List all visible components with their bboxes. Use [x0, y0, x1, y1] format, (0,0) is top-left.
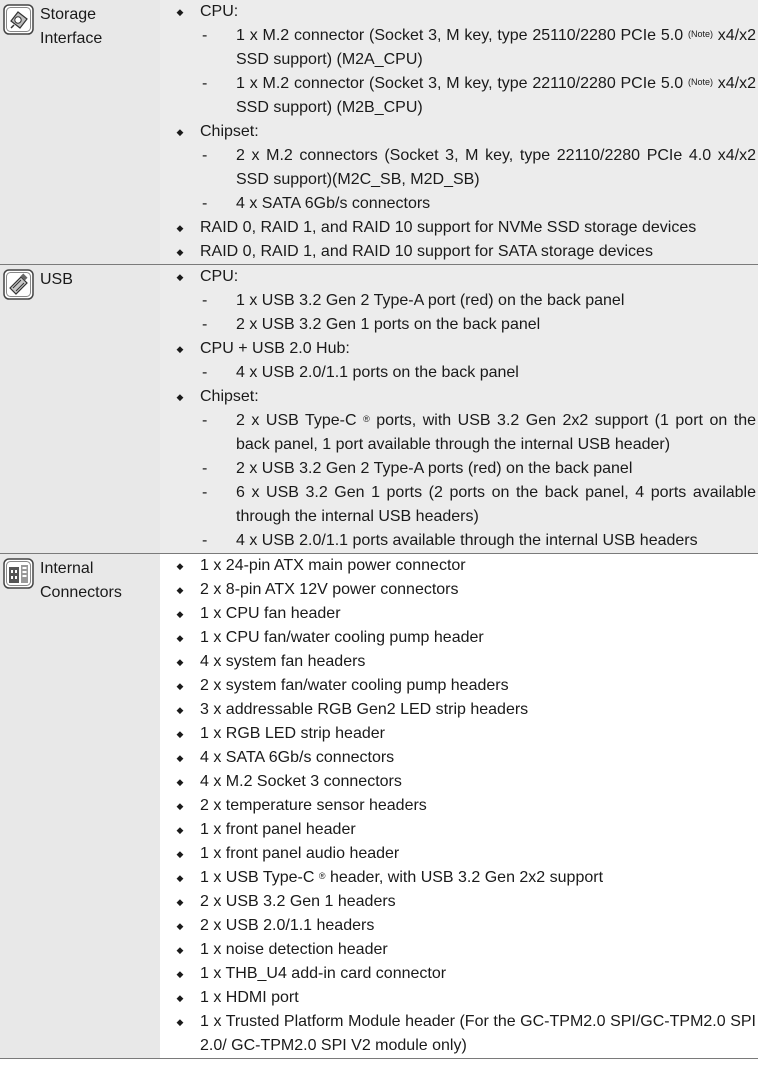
- bullet-item: [160, 914, 758, 938]
- superscript-note: ®: [318, 871, 326, 881]
- bullet-item: [160, 554, 758, 578]
- diamond-bullet-icon: [160, 337, 200, 361]
- item-text: [200, 866, 758, 890]
- section-label-cell: [0, 554, 160, 1059]
- item-text: 1 x CPU fan/water cooling pump header: [200, 629, 484, 646]
- section-label-line: Connectors: [40, 584, 122, 601]
- diamond-bullet-icon: [160, 554, 200, 578]
- diamond-bullet-icon: [160, 722, 200, 746]
- item-text: 4 x M.2 Socket 3 connectors: [200, 773, 402, 790]
- item-text-post: x4/x2 SSD support) (M2B_CPU): [236, 75, 757, 116]
- bullet-item: [160, 240, 758, 264]
- section-content-cell: [160, 0, 758, 265]
- superscript-note: ®: [363, 414, 370, 424]
- sub-item: [160, 24, 758, 72]
- item-text: [236, 72, 758, 120]
- dash-marker: [160, 144, 236, 192]
- item-text: 2 x USB 3.2 Gen 2 Type-A ports (red) on the back panel: [236, 460, 633, 477]
- item-text: 2 x USB 3.2 Gen 1 ports on the back panel: [236, 316, 541, 333]
- dash-marker: [160, 529, 236, 553]
- item-text: 1 x noise detection header: [200, 941, 388, 958]
- diamond-bullet-icon: [160, 240, 200, 264]
- sub-item: [160, 409, 758, 457]
- sub-item: [160, 192, 758, 216]
- diamond-bullet-icon: [160, 120, 200, 144]
- dash-marker: [160, 457, 236, 481]
- section-label: [40, 557, 122, 605]
- diamond-bullet-icon: [160, 216, 200, 240]
- dash-marker: [160, 313, 236, 337]
- section-row: [0, 0, 758, 265]
- sub-item: [160, 457, 758, 481]
- bullet-item: [160, 842, 758, 866]
- item-text: 4 x USB 2.0/1.1 ports available through the internal USB headers: [236, 532, 698, 549]
- bullet-item: [160, 938, 758, 962]
- diamond-bullet-icon: [160, 986, 200, 1010]
- item-text: 6 x USB 3.2 Gen 1 ports (2 ports on the back panel, 4 ports available through the internal USB headers): [236, 484, 756, 525]
- section-content-cell: [160, 554, 758, 1059]
- diamond-bullet-icon: [160, 746, 200, 770]
- item-text: 1 x RGB LED strip header: [200, 725, 385, 742]
- diamond-bullet-icon: [160, 938, 200, 962]
- item-text: CPU + USB 2.0 Hub:: [200, 340, 350, 357]
- sub-item: [160, 529, 758, 553]
- item-text: Chipset:: [200, 388, 259, 405]
- item-text-pre: 2 x USB Type-C: [236, 412, 357, 429]
- section-row: [0, 554, 758, 1059]
- item-text-pre: 1 x USB Type-C: [200, 869, 315, 886]
- bullet-item: [160, 216, 758, 240]
- item-text: 3 x addressable RGB Gen2 LED strip headers: [200, 701, 529, 718]
- diamond-bullet-icon: [160, 265, 200, 289]
- bullet-item: [160, 746, 758, 770]
- bullet-item: [160, 602, 758, 626]
- diamond-bullet-icon: [160, 818, 200, 842]
- dash-marker: [160, 361, 236, 385]
- item-text-post: x4/x2 SSD support) (M2A_CPU): [236, 27, 757, 68]
- bullet-item: [160, 698, 758, 722]
- diamond-bullet-icon: [160, 842, 200, 866]
- item-text: 4 x SATA 6Gb/s connectors: [236, 195, 431, 212]
- storage-icon: [3, 4, 34, 35]
- sub-item: [160, 481, 758, 529]
- bullet-item: [160, 265, 758, 289]
- bullet-item: [160, 337, 758, 361]
- item-text-post: ports, with USB 3.2 Gen 2x2 support (1 port on the back panel, 1 port available through the internal USB header): [236, 412, 756, 453]
- diamond-bullet-icon: [160, 602, 200, 626]
- sub-item: [160, 313, 758, 337]
- dash-marker: [160, 192, 236, 216]
- superscript-note: (Note): [687, 77, 713, 87]
- sub-item: [160, 361, 758, 385]
- diamond-bullet-icon: [160, 770, 200, 794]
- item-text: 2 x 8-pin ATX 12V power connectors: [200, 581, 459, 598]
- section-label-cell: [0, 0, 160, 265]
- bullet-item: [160, 578, 758, 602]
- section-content-cell: [160, 265, 758, 554]
- bullet-item: [160, 1010, 758, 1058]
- bullet-item: [160, 818, 758, 842]
- bullet-item: [160, 794, 758, 818]
- internal-connectors-icon: [3, 558, 34, 589]
- item-text: 1 x CPU fan header: [200, 605, 341, 622]
- item-text: Chipset:: [200, 123, 259, 140]
- item-text: 4 x SATA 6Gb/s connectors: [200, 749, 395, 766]
- diamond-bullet-icon: [160, 698, 200, 722]
- item-text: [236, 409, 758, 457]
- dash-marker: [160, 289, 236, 313]
- item-text: CPU:: [200, 3, 239, 20]
- diamond-bullet-icon: [160, 385, 200, 409]
- bullet-item: [160, 626, 758, 650]
- bullet-item: [160, 986, 758, 1010]
- diamond-bullet-icon: [160, 794, 200, 818]
- item-text: 2 x M.2 connectors (Socket 3, M key, type 22110/2280 PCIe 4.0 x4/x2 SSD support)(M2C_SB, M2D_SB): [236, 147, 756, 188]
- item-text: 1 x THB_U4 add-in card connector: [200, 965, 447, 982]
- dash-marker: [160, 24, 236, 72]
- item-text: 1 x HDMI port: [200, 989, 299, 1006]
- bullet-item: [160, 674, 758, 698]
- item-text: 4 x system fan headers: [200, 653, 366, 670]
- section-row: [0, 265, 758, 554]
- item-text-post: header, with USB 3.2 Gen 2x2 support: [325, 869, 604, 886]
- item-text: RAID 0, RAID 1, and RAID 10 support for NVMe SSD storage devices: [200, 219, 697, 236]
- diamond-bullet-icon: [160, 578, 200, 602]
- item-text: 1 x Trusted Platform Module header (For the GC-TPM2.0 SPI/GC-TPM2.0 SPI 2.0/ GC-TPM2.0 SPI V2 module only): [200, 1013, 756, 1054]
- section-label-cell: [0, 265, 160, 554]
- diamond-bullet-icon: [160, 650, 200, 674]
- diamond-bullet-icon: [160, 962, 200, 986]
- usb-icon: [3, 269, 34, 300]
- bullet-item: [160, 0, 758, 24]
- bullet-item: [160, 650, 758, 674]
- dash-marker: [160, 481, 236, 529]
- bullet-item: [160, 120, 758, 144]
- bullet-item: [160, 770, 758, 794]
- diamond-bullet-icon: [160, 914, 200, 938]
- sub-item: [160, 144, 758, 192]
- bullet-item: [160, 385, 758, 409]
- item-text: 1 x 24-pin ATX main power connector: [200, 557, 466, 574]
- diamond-bullet-icon: [160, 0, 200, 24]
- sub-item: [160, 72, 758, 120]
- item-text-pre: 1 x M.2 connector (Socket 3, M key, type 25110/2280 PCIe 5.0: [236, 27, 684, 44]
- item-text: 1 x USB 3.2 Gen 2 Type-A port (red) on the back panel: [236, 292, 625, 309]
- item-text: 2 x USB 3.2 Gen 1 headers: [200, 893, 396, 910]
- dash-marker: [160, 72, 236, 120]
- diamond-bullet-icon: [160, 866, 200, 890]
- bullet-item: [160, 962, 758, 986]
- diamond-bullet-icon: [160, 1010, 200, 1058]
- bullet-item: [160, 722, 758, 746]
- section-label-line: Storage Interface: [40, 6, 103, 47]
- bullet-item: [160, 890, 758, 914]
- item-text: 2 x USB 2.0/1.1 headers: [200, 917, 375, 934]
- item-text: 1 x front panel header: [200, 821, 356, 838]
- diamond-bullet-icon: [160, 890, 200, 914]
- item-text: [236, 24, 758, 72]
- item-text-pre: 1 x M.2 connector (Socket 3, M key, type 22110/2280 PCIe 5.0: [236, 75, 684, 92]
- dash-marker: [160, 409, 236, 457]
- item-text: 1 x front panel audio header: [200, 845, 400, 862]
- bullet-item: [160, 866, 758, 890]
- superscript-note: (Note): [687, 29, 713, 39]
- diamond-bullet-icon: [160, 626, 200, 650]
- section-label: [40, 3, 160, 51]
- section-label: [40, 268, 73, 292]
- diamond-bullet-icon: [160, 674, 200, 698]
- item-text: 4 x USB 2.0/1.1 ports on the back panel: [236, 364, 519, 381]
- section-label-line: USB: [40, 271, 73, 288]
- sub-item: [160, 289, 758, 313]
- item-text: CPU:: [200, 268, 239, 285]
- item-text: 2 x system fan/water cooling pump headers: [200, 677, 509, 694]
- section-label-line: Internal: [40, 560, 94, 577]
- item-text: RAID 0, RAID 1, and RAID 10 support for SATA storage devices: [200, 243, 653, 260]
- item-text: 2 x temperature sensor headers: [200, 797, 427, 814]
